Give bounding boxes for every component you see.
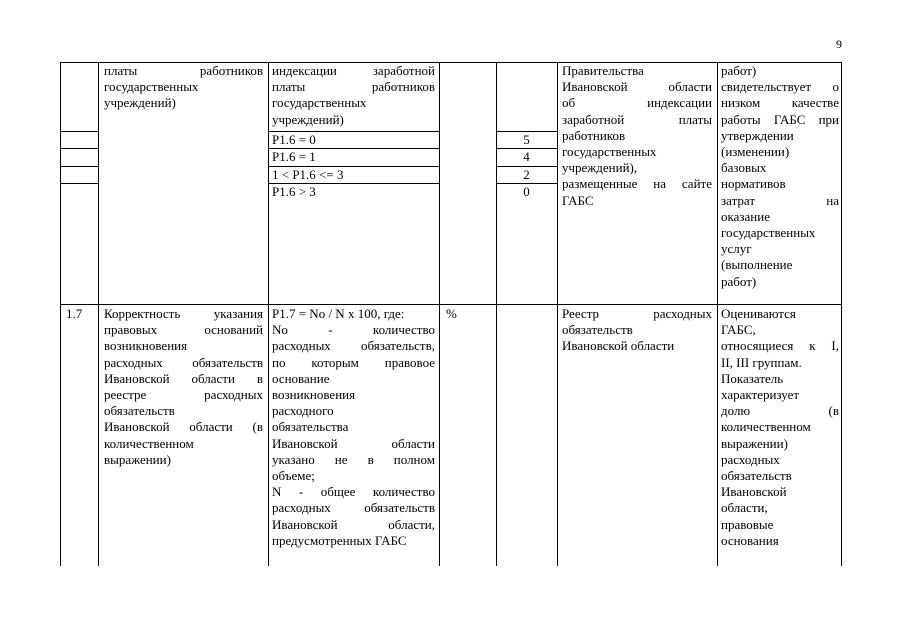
- subrow-divider: [60, 166, 98, 167]
- text-line: затрат на: [721, 192, 839, 208]
- text-line: относящиеся к I,: [721, 338, 839, 354]
- column-rule: [98, 62, 99, 566]
- criterion-name: [104, 306, 263, 468]
- cont-comment-text: [721, 63, 839, 290]
- score-1: 5: [523, 132, 530, 147]
- text-line: долю (в: [721, 403, 839, 419]
- condition-2: Р1.6 = 1: [272, 149, 316, 164]
- cont-formula-text: [272, 63, 435, 128]
- text-line: услуг: [721, 241, 752, 257]
- text-line: количественном: [721, 419, 811, 435]
- comment-text: [721, 306, 839, 549]
- text-line: реестре расходных: [104, 387, 263, 403]
- text-line: учреждений): [104, 95, 176, 111]
- text-line: обязательств: [104, 403, 175, 419]
- text-line: выражении): [721, 435, 788, 451]
- subrow-divider: [60, 148, 98, 149]
- text-line: государственных: [721, 225, 816, 241]
- column-rule: [557, 62, 558, 566]
- text-line: государственных: [272, 95, 367, 111]
- score-4: 0: [523, 184, 530, 199]
- text-line: правовых оснований: [104, 322, 263, 338]
- column-rule: [439, 62, 440, 566]
- text-line: размещенные на сайте: [562, 176, 712, 192]
- text-line: объеме;: [272, 468, 315, 484]
- text-line: платы работников: [104, 63, 263, 78]
- text-line: возникновения: [104, 338, 188, 354]
- text-line: базовых: [721, 160, 767, 176]
- text-line: индексации заработной: [272, 63, 435, 78]
- text-line: расходных обязательств: [272, 500, 435, 516]
- text-line: (выполнение: [721, 257, 793, 273]
- text-line: количественном: [104, 435, 194, 451]
- text-line: Правительства: [562, 63, 644, 78]
- text-line: возникновения: [272, 387, 356, 403]
- condition-3: 1 < Р1.6 <= 3: [272, 167, 344, 182]
- text-line: работников: [562, 127, 626, 143]
- text-line: Ивановской: [721, 484, 787, 500]
- column-rule: [268, 62, 269, 566]
- text-line: работ): [721, 273, 757, 289]
- text-line: Ивановской области,: [272, 516, 435, 532]
- text-line: государственных: [104, 79, 199, 95]
- page-number: 9: [836, 37, 842, 51]
- text-line: об индексации: [562, 95, 712, 111]
- text-line: нормативов: [721, 176, 786, 192]
- text-line: свидетельствует о: [721, 79, 839, 95]
- row-number: 1.7: [66, 306, 83, 321]
- text-line: по которым правовое: [272, 354, 435, 370]
- text-line: выражении): [104, 451, 171, 467]
- text-line: учреждений): [272, 111, 344, 127]
- text-line: платы работников: [272, 79, 435, 95]
- text-line: ГАБС,: [721, 322, 756, 338]
- text-line: предусмотренных ГАБС: [272, 532, 407, 548]
- text-line: обязательств: [721, 468, 792, 484]
- text-line: области,: [721, 500, 768, 516]
- text-line: правовые: [721, 516, 774, 532]
- text-line: государственных: [562, 144, 657, 160]
- text-line: Ивановской области: [562, 338, 675, 354]
- text-line: утверждении: [721, 127, 794, 143]
- text-line: Оцениваются: [721, 306, 796, 321]
- text-line: учреждений),: [562, 160, 638, 176]
- text-line: Показатель: [721, 370, 784, 386]
- text-line: оказание: [721, 208, 770, 224]
- subrow-divider: [60, 131, 98, 132]
- text-line: (изменении): [721, 144, 790, 160]
- text-line: обязательств: [562, 322, 633, 338]
- text-line: обязательства: [272, 419, 349, 435]
- text-line: характеризует: [721, 387, 800, 403]
- score-3: 2: [523, 167, 530, 182]
- cont-criterion-name: [104, 63, 263, 112]
- source-text: [562, 306, 712, 355]
- text-line: Ивановской области (в: [104, 419, 263, 435]
- text-line: N - общее количество: [272, 484, 435, 500]
- text-line: основания: [721, 532, 779, 548]
- column-rule: [717, 62, 718, 566]
- text-line: II, III группам.: [721, 354, 802, 370]
- text-line: Р1.7 = No / N x 100, где:: [272, 306, 405, 321]
- score-2: 4: [523, 149, 530, 164]
- text-line: основание: [272, 370, 330, 386]
- text-line: указано не в полном: [272, 451, 435, 467]
- text-line: ГАБС: [562, 192, 594, 208]
- text-line: расходных обязательств,: [272, 338, 435, 354]
- text-line: расходных: [721, 451, 780, 467]
- text-line: работы ГАБС при: [721, 111, 839, 127]
- text-line: расходных обязательств: [104, 354, 263, 370]
- column-rule: [60, 62, 61, 566]
- text-line: Ивановской области: [272, 435, 435, 451]
- subrow-divider: [60, 183, 98, 184]
- text-line: No - количество: [272, 322, 435, 338]
- text-line: заработной платы: [562, 111, 712, 127]
- unit-label: %: [446, 306, 457, 321]
- text-line: расходного: [272, 403, 334, 419]
- condition-4: Р1.6 > 3: [272, 184, 316, 199]
- text-line: Реестр расходных: [562, 306, 712, 321]
- row-divider: [60, 304, 841, 305]
- text-line: Корректность указания: [104, 306, 263, 321]
- text-line: низком качестве: [721, 95, 839, 111]
- text-line: Ивановской области: [562, 79, 712, 95]
- formula-text: [272, 306, 435, 549]
- cont-source-text: [562, 63, 712, 209]
- column-rule: [841, 62, 842, 566]
- condition-1: Р1.6 = 0: [272, 132, 316, 147]
- text-line: работ): [721, 63, 757, 78]
- text-line: Ивановской области в: [104, 370, 263, 386]
